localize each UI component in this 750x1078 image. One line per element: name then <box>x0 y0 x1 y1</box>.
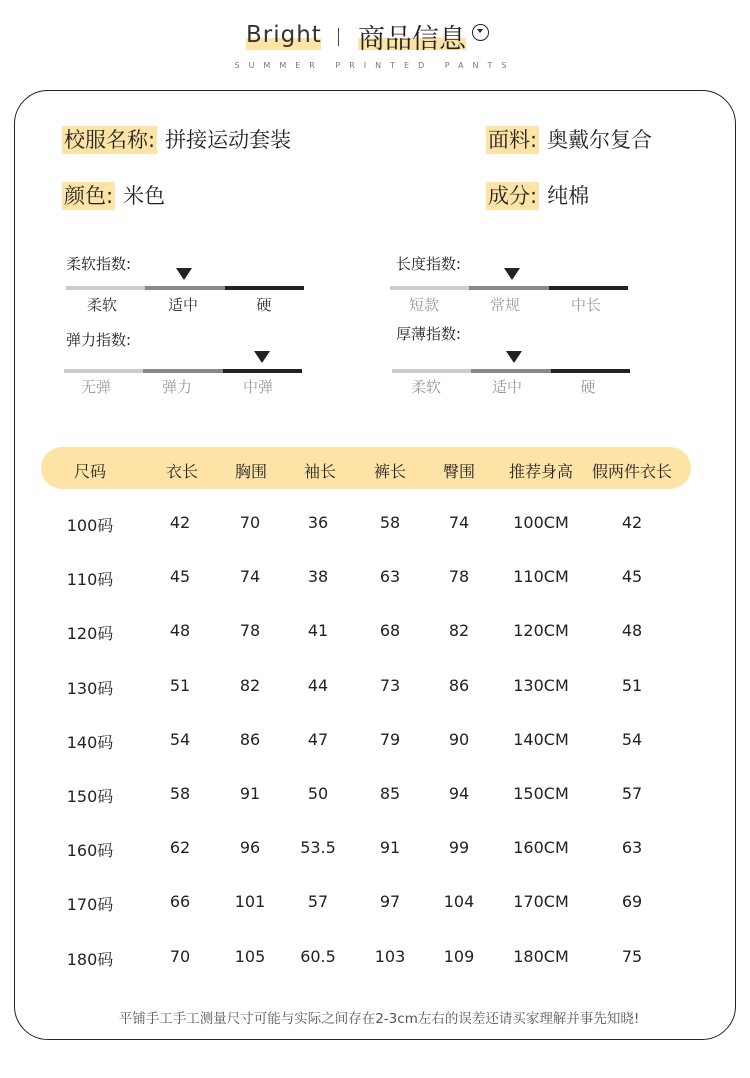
info-color <box>62 180 165 210</box>
size-cell: 140码 <box>66 732 114 752</box>
table-cell: 73 <box>379 675 401 695</box>
table-cell: 94 <box>448 784 470 803</box>
elastic-index-label: 弹力指数: <box>66 331 132 349</box>
elastic-scale-segment <box>64 369 143 373</box>
fabric-value: 奥戴尔复合 <box>547 128 653 152</box>
table-cell: 74 <box>448 513 470 532</box>
thick-scale-option: 适中 <box>491 378 522 396</box>
table-cell: 74 <box>239 567 261 587</box>
table-cell: 62 <box>169 838 191 858</box>
table-cell: 78 <box>239 621 261 641</box>
table-cell: 58 <box>379 513 401 532</box>
elastic-selected-marker-icon <box>254 351 270 363</box>
size-cell: 150码 <box>66 787 114 806</box>
table-cell: 110CM <box>513 567 569 587</box>
size-cell: 120码 <box>66 624 114 644</box>
soft-selected-marker-icon <box>176 268 192 280</box>
thick-index-label: 厚薄指数: <box>396 325 462 343</box>
elastic-scale-option: 中弹 <box>242 378 273 396</box>
table-cell: 44 <box>307 675 329 695</box>
thick-scale-segment <box>551 369 630 373</box>
page-title: 商品信息 <box>358 24 466 55</box>
header-divider <box>338 28 339 46</box>
soft-scale-option: 硬 <box>256 296 272 314</box>
chevron-down-circle-icon <box>472 24 489 41</box>
size-cell: 180码 <box>66 949 114 969</box>
table-cell: 58 <box>169 784 191 803</box>
name-key: 校服名称: <box>64 128 156 152</box>
table-cell: 140CM <box>513 729 569 749</box>
table-cell: 79 <box>379 729 401 749</box>
table-cell: 86 <box>448 675 470 695</box>
table-cell: 70 <box>239 513 261 532</box>
color-key: 颜色: <box>64 184 114 208</box>
table-header-cell: 衣长 <box>165 462 199 481</box>
table-cell: 51 <box>169 675 191 695</box>
measurement-note: 平铺手工手工测量尺寸可能与实际之间存在2-3cm左右的误差还请买家理解并事先知晓! <box>118 1011 640 1027</box>
table-header-cell: 胸围 <box>234 462 268 481</box>
table-cell: 90 <box>448 729 470 749</box>
table-cell: 78 <box>448 567 470 587</box>
table-cell: 96 <box>239 838 261 858</box>
table-cell: 42 <box>169 513 191 532</box>
name-value: 拼接运动套装 <box>165 128 292 152</box>
table-cell: 120CM <box>513 621 569 641</box>
length-index-label: 长度指数: <box>396 255 462 273</box>
elastic-scale-option: 弹力 <box>161 378 192 396</box>
table-cell: 130CM <box>513 675 569 695</box>
size-cell: 170码 <box>66 895 114 915</box>
table-cell: 109 <box>443 946 475 966</box>
table-header-cell: 裤长 <box>373 462 407 481</box>
size-cell: 130码 <box>66 678 114 698</box>
table-cell: 66 <box>169 892 191 912</box>
table-header-cell: 推荐身高 <box>508 462 574 481</box>
info-composition <box>486 180 589 210</box>
table-cell: 38 <box>307 567 329 587</box>
table-cell: 36 <box>307 513 329 532</box>
table-cell: 86 <box>239 729 261 749</box>
color-value: 米色 <box>123 184 166 208</box>
length-scale-option: 短款 <box>408 296 439 314</box>
info-name <box>62 124 291 154</box>
table-cell: 150CM <box>513 784 569 803</box>
table-cell: 50 <box>307 784 329 803</box>
fabric-key: 面料: <box>488 128 538 152</box>
table-cell: 57 <box>621 784 643 803</box>
table-cell: 69 <box>621 892 643 912</box>
table-cell: 97 <box>379 892 401 912</box>
table-header-cell: 袖长 <box>303 462 337 481</box>
length-scale-option: 常规 <box>489 296 520 314</box>
soft-scale-segment <box>66 286 145 290</box>
elastic-scale-option: 无弹 <box>80 378 111 396</box>
table-header-cell: 假两件衣长 <box>591 462 673 481</box>
table-cell: 91 <box>379 838 401 858</box>
info-fabric <box>486 124 652 154</box>
table-cell: 48 <box>169 621 191 641</box>
table-cell: 170CM <box>513 892 569 912</box>
length-scale-option: 中长 <box>570 296 601 314</box>
length-scale-segment <box>549 286 628 290</box>
table-cell: 48 <box>621 621 643 641</box>
thick-scale-segment <box>392 369 471 373</box>
soft-scale-segment <box>225 286 304 290</box>
table-cell: 41 <box>307 621 329 641</box>
table-cell: 101 <box>234 892 266 912</box>
size-cell: 100码 <box>66 516 114 535</box>
table-cell: 63 <box>379 567 401 587</box>
table-cell: 45 <box>621 567 643 587</box>
table-cell: 91 <box>239 784 261 803</box>
table-header-cell: 尺码 <box>73 462 107 481</box>
table-cell: 180CM <box>513 946 569 966</box>
table-cell: 54 <box>169 729 191 749</box>
soft-scale-segment <box>145 286 225 290</box>
size-cell: 160码 <box>66 841 114 861</box>
table-cell: 63 <box>621 838 643 858</box>
size-cell: 110码 <box>66 570 114 590</box>
elastic-scale-segment <box>223 369 302 373</box>
thick-scale-option: 硬 <box>580 378 596 396</box>
table-cell: 60.5 <box>300 946 336 966</box>
table-cell: 75 <box>621 946 643 966</box>
table-cell: 53.5 <box>300 838 336 858</box>
table-cell: 54 <box>621 729 643 749</box>
thick-selected-marker-icon <box>506 351 522 363</box>
length-scale-segment <box>469 286 549 290</box>
brand-logo: Bright <box>246 22 322 48</box>
table-cell: 104 <box>443 892 475 912</box>
table-cell: 57 <box>307 892 329 912</box>
elastic-scale-segment <box>143 369 223 373</box>
table-cell: 70 <box>169 946 191 966</box>
length-selected-marker-icon <box>504 268 520 280</box>
soft-index-label: 柔软指数: <box>66 255 132 273</box>
table-cell: 85 <box>379 784 401 803</box>
table-cell: 45 <box>169 567 191 587</box>
table-cell: 100CM <box>513 513 569 532</box>
thick-scale-option: 柔软 <box>410 378 441 396</box>
table-header-cell: 臀围 <box>442 462 476 481</box>
table-cell: 105 <box>234 946 266 966</box>
table-cell: 82 <box>448 621 470 641</box>
soft-scale-option: 柔软 <box>86 296 117 314</box>
page-subtitle: SUMMER PRINTED PANTS <box>234 61 516 70</box>
table-cell: 103 <box>374 946 406 966</box>
table-cell: 68 <box>379 621 401 641</box>
composition-key: 成分: <box>488 184 538 208</box>
soft-scale-option: 适中 <box>167 296 198 314</box>
header <box>0 14 750 84</box>
table-cell: 160CM <box>513 838 569 858</box>
length-scale-segment <box>390 286 469 290</box>
table-cell: 47 <box>307 729 329 749</box>
table-cell: 99 <box>448 838 470 858</box>
table-cell: 82 <box>239 675 261 695</box>
table-cell: 51 <box>621 675 643 695</box>
table-cell: 42 <box>621 513 643 532</box>
thick-scale-segment <box>471 369 551 373</box>
composition-value: 纯棉 <box>547 184 590 208</box>
